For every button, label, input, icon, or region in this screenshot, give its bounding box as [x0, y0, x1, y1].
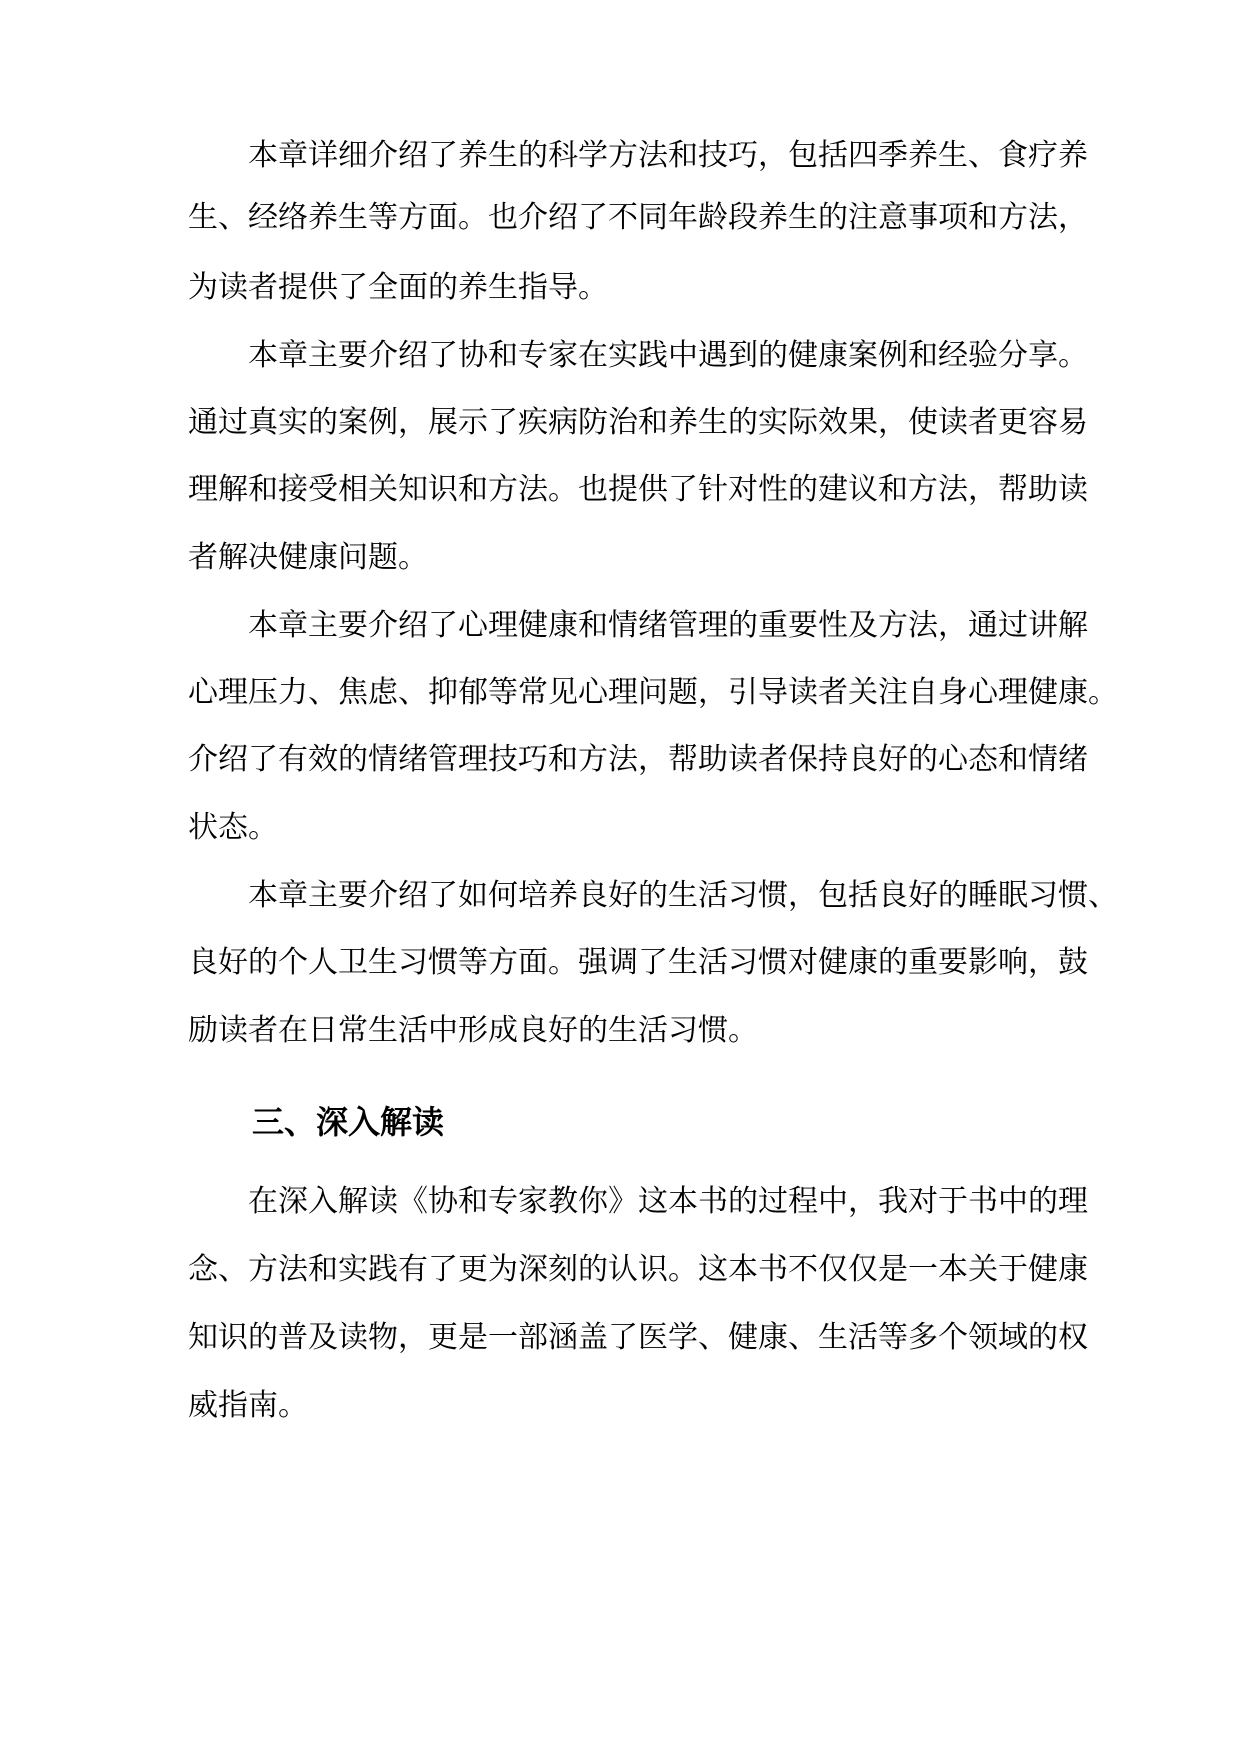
paragraph-line: 本章详细介绍了养生的科学方法和技巧，包括四季养生、食疗养 — [248, 138, 1088, 173]
section-heading: 三、深入解读 — [252, 1103, 445, 1141]
paragraph-line: 念、方法和实践有了更为深刻的认识。这本书不仅仅是一本关于健康 — [188, 1252, 1088, 1287]
paragraph-line: 本章主要介绍了心理健康和情绪管理的重要性及方法，通过讲解 — [248, 608, 1088, 643]
paragraph-line: 励读者在日常生活中形成良好的生活习惯。 — [188, 1013, 758, 1048]
paragraph-line: 为读者提供了全面的养生指导。 — [188, 270, 608, 305]
paragraph-line: 心理压力、焦虑、抑郁等常见心理问题，引导读者关注自身心理健康。 — [188, 675, 1118, 710]
paragraph-line: 知识的普及读物，更是一部涵盖了医学、健康、生活等多个领域的权 — [188, 1320, 1088, 1355]
paragraph-line: 状态。 — [188, 810, 278, 845]
paragraph-line: 介绍了有效的情绪管理技巧和方法，帮助读者保持良好的心态和情绪 — [188, 742, 1088, 777]
paragraph-line: 本章主要介绍了协和专家在实践中遇到的健康案例和经验分享。 — [248, 338, 1088, 373]
paragraph-line: 通过真实的案例，展示了疾病防治和养生的实际效果，使读者更容易 — [188, 405, 1088, 440]
paragraph-line: 在深入解读《协和专家教你》这本书的过程中，我对于书中的理 — [248, 1184, 1088, 1219]
paragraph-line: 本章主要介绍了如何培养良好的生活习惯，包括良好的睡眠习惯、 — [248, 878, 1118, 913]
paragraph-line: 生、经络养生等方面。也介绍了不同年龄段养生的注意事项和方法， — [188, 200, 1088, 235]
paragraph-line: 理解和接受相关知识和方法。也提供了针对性的建议和方法，帮助读 — [188, 472, 1088, 507]
paragraph-line: 良好的个人卫生习惯等方面。强调了生活习惯对健康的重要影响，鼓 — [188, 945, 1088, 980]
paragraph-line: 者解决健康问题。 — [188, 540, 428, 575]
paragraph-line: 威指南。 — [188, 1388, 308, 1423]
